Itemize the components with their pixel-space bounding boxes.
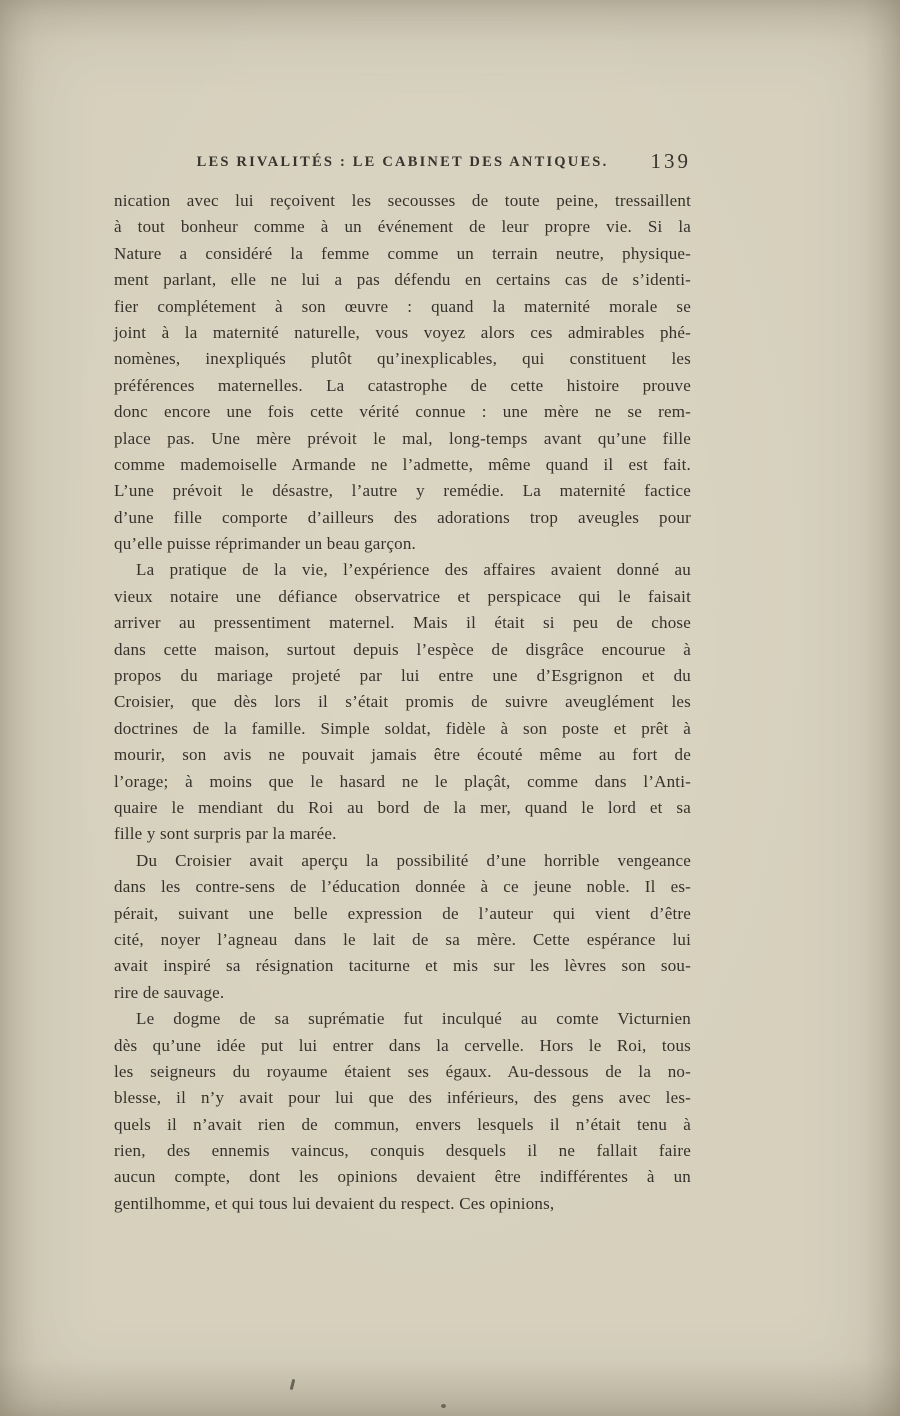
text-line: Du Croisier avait aperçu la possibilité d’une horrible vengeance [136,850,691,870]
ink-speck [441,1404,446,1408]
text-line: quaire le mendiant du Roi au bord de la mer, quand le lord et sa [114,797,691,817]
text-line: blesse, il n’y avait pour lui que des inférieurs, des gens avec les- [114,1088,691,1108]
running-header [114,149,691,175]
text-line: fille y sont surpris par la marée. [114,824,337,844]
text-line: gentilhomme, et qui tous lui devaient du respect. Ces opinions, [114,1193,555,1213]
text-line: à tout bonheur comme à un événement de leur propre vie. Si la [114,217,691,237]
text-line: joint à la maternité naturelle, vous voyez alors ces admirables phé- [114,322,691,342]
page-body [114,188,691,1217]
text-line: vieux notaire une défiance observatrice et perspicace qui le faisait [114,586,691,606]
text-line: nication avec lui reçoivent les secousses de toute peine, tressaillent [114,191,691,210]
text-line: Le dogme de sa suprématie fut inculqué au comte Victurnien [136,1009,691,1029]
page-number: 139 [650,149,691,173]
ink-speck [290,1379,296,1390]
text-line: pérait, suivant une belle expression de l’auteur qui vient d’être [114,903,691,923]
text-line: cité, noyer l’agneau dans le lait de sa mère. Cette espérance lui [114,929,691,949]
text-line: dans les contre-sens de l’éducation donnée à ce jeune noble. Il es- [114,877,691,897]
text-line: propos du mariage projeté par lui entre une d’Esgrignon et du [114,666,691,686]
text-line: arriver au pressentiment maternel. Mais il était si peu de chose [114,613,691,633]
text-line: Nature a considéré la femme comme un terrain neutre, physique- [114,243,691,263]
text-line: dès qu’une idée put lui entrer dans la cervelle. Hors le Roi, tous [114,1035,691,1055]
text-line: rien, des ennemis vaincus, conquis desquels il ne fallait faire [114,1141,691,1161]
text-line: rire de sauvage. [114,982,225,1002]
text-column [114,149,691,1217]
text-line: L’une prévoit le désastre, l’autre y remédie. La maternité factice [114,481,691,501]
text-line: Croisier, que dès lors il s’était promis de suivre aveuglément les [114,692,691,712]
text-line: quels il n’avait rien de commun, envers lesquels il n’était tenu à [114,1114,691,1134]
text-line: donc encore une fois cette vérité connue : une mère ne se rem- [114,402,691,422]
text-line: aucun compte, dont les opinions devaient être indifférentes à un [114,1167,691,1187]
text-line: fier complétement à son œuvre : quand la maternité morale se [114,296,691,316]
text-line: nomènes, inexpliqués plutôt qu’inexplicables, qui constituent les [114,349,691,369]
text-line: comme mademoiselle Armande ne l’admette, même quand il est fait. [114,454,691,474]
text-line: avait inspiré sa résignation taciturne et mis sur les lèvres son sou- [114,956,691,976]
header-title: LES RIVALITÉS : LE CABINET DES ANTIQUES. [196,154,609,170]
text-line: les seigneurs du royaume étaient ses égaux. Au-dessous de la no- [114,1061,691,1081]
text-line: dans cette maison, surtout depuis l’espèce de disgrâce encourue à [114,639,691,659]
text-line: qu’elle puisse réprimander un beau garçon. [114,534,417,554]
text-line: ment parlant, elle ne lui a pas défendu en certains cas de s’identi- [114,270,691,290]
text-line: l’orage; à moins que le hasard ne le plaçât, comme dans l’Anti- [114,771,691,791]
text-line: doctrines de la famille. Simple soldat, fidèle à son poste et prêt à [114,718,691,738]
text-line: La pratique de la vie, l’expérience des affaires avaient donné au [136,560,691,580]
text-line: préférences maternelles. La catastrophe de cette histoire prouve [114,375,691,395]
text-line: place pas. Une mère prévoit le mal, long-temps avant qu’une fille [114,428,691,448]
text-line: d’une fille comporte d’ailleurs des adorations trop aveugles pour [114,507,691,527]
text-line: mourir, son avis ne pouvait jamais être écouté même au fort de [114,745,691,765]
